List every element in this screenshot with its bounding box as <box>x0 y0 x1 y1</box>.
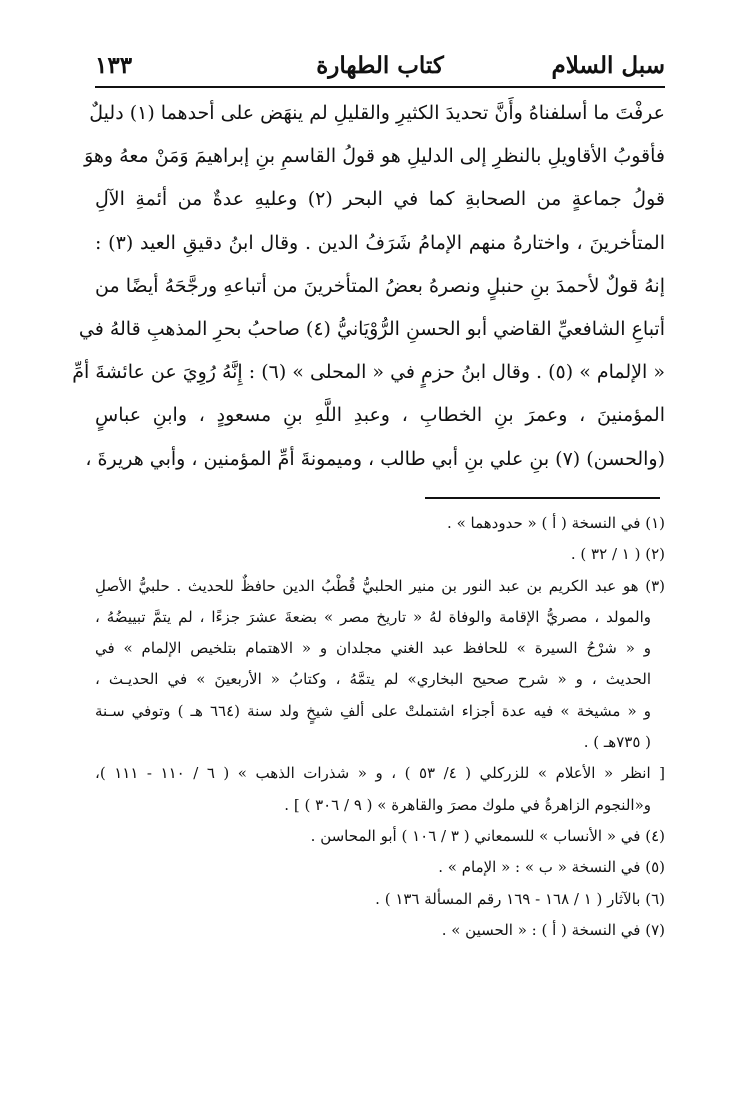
footnote-line: (٤) في « الأنساب » للسمعاني ( ٣ / ١٠٦ ) أبو المحاسن . <box>310 826 665 845</box>
footnote-line: (١) في النسخة ( أ ) « حدودهما » . <box>447 514 665 532</box>
footnote-line: و « مشيخة » فيه عدة أجزاء اشتملتْ على ألفِ شيخٍ ولد سنة (٦٦٤ هـ ) وتوفي سـنة <box>95 701 651 720</box>
footnote-line: (٣) هو عبد الكريم بن عبد النور بن منير الحلبيُّ قُطْبُ الدين حافظٌ للحديث . حلبيُّ الأصلِ <box>95 576 665 595</box>
footnote-divider <box>425 497 660 499</box>
page-number: ١٣٣ <box>95 52 133 79</box>
text-line: (والحسن) (٧) بنِ علي بنِ أبي طالب ، وميمونةَ أمِّ المؤمنين ، وأبي هريرةَ ، <box>85 447 665 470</box>
text-line: إنهُ قولٌ لأحمدَ بنِ حنبلٍ ونصرهُ بعضُ المتأخرينَ من أتباعهِ ورجَّحَهُ أيضًا من <box>95 274 665 297</box>
footnote-line: (٢) ( ١ / ٣٢ ) . <box>570 545 665 564</box>
footnote-line: [ انظر « الأعلام » للزركلي ( ٤/ ٥٣ ) ، و « شذرات الذهب » ( ٦ / ١١٠ - ١١١ )، <box>95 764 666 783</box>
footnote-line: والمولد ، مصريُّ الإقامة والوفاة لهُ « تاريخ مصر » بضعةَ عشرَ جزءًا ، لم يتمَّ تبييضُهُ ، <box>95 607 651 626</box>
footnote-line: (٦) بالآثار ( ١ / ١٦٨ - ١٦٩ رقم المسألة ١٣٦ ) . <box>375 889 665 908</box>
footnote-line: (٧) في النسخة ( أ ) : « الحسين » . <box>441 920 665 939</box>
text-line: « الإلمام » (٥) . وقال ابنُ حزمٍ في « المحلى » (٦) : إِنَّهُ رُوِيَ عن عائشةَ أمِّ <box>72 361 665 384</box>
text-line: المتأخرينَ ، واختارهُ منهم الإمامُ شَرَفُ الدين . وقال ابنُ دقيقِ العيد (٣) : <box>95 231 665 254</box>
footnote-line: الحديث ، و « شرح صحيح البخاري» لم يتمَّهُ ، وكتابُ « الأربعينَ » في الحديـث ، <box>95 670 651 689</box>
chapter-title: كتاب الطهارة <box>316 52 444 79</box>
footnote-line: و«النجوم الزاهرةُ في ملوك مصرَ والقاهرة » ( ٩ / ٣٠٦ ) ] . <box>284 795 651 814</box>
text-line: فأقوبُ الأقاويلِ بالنظرِ إلى الدليلِ هو قولُ القاسمِ بنِ إبراهيمَ وَمَنْ معهُ وهوَ <box>84 145 665 168</box>
main-text <box>72 92 665 481</box>
footnote-line: و « شرْحُ السيرة » للحافظ عبد الغني مجلدان و « الاهتمام بتلخيص الإلمام » في <box>95 639 651 658</box>
text-line: قولُ جماعةٍ من الصحابةِ كما في البحر (٢) وعليهِ عدةٌ من أئمةِ الآلِ <box>95 188 665 211</box>
footnote-line: ( ٧٣٥هـ ) . <box>583 733 651 752</box>
text-line: المؤمنينَ ، وعمرَ بنِ الخطابِ ، وعبدِ اللَّهِ بنِ مسعودٍ ، وابنِ عباسٍ <box>95 404 665 427</box>
text-line: عرفْتَ ما أسلفناهُ وأَنَّ تحديدَ الكثيرِ والقليلِ لم ينهَض على أحدهما (١) دليلٌ <box>89 102 665 124</box>
text-line: أتباعِ الشافعيِّ القاضي أبو الحسنِ الرُّوْيَانيُّ (٤) صاحبُ بحرِ المذهبِ قالهُ في <box>78 317 665 340</box>
book-title: سبل السلام <box>551 52 665 79</box>
footnote-line: (٥) في النسخة « ب » : « الإمام » . <box>438 858 665 877</box>
footnotes <box>95 508 665 946</box>
running-header <box>95 50 665 88</box>
